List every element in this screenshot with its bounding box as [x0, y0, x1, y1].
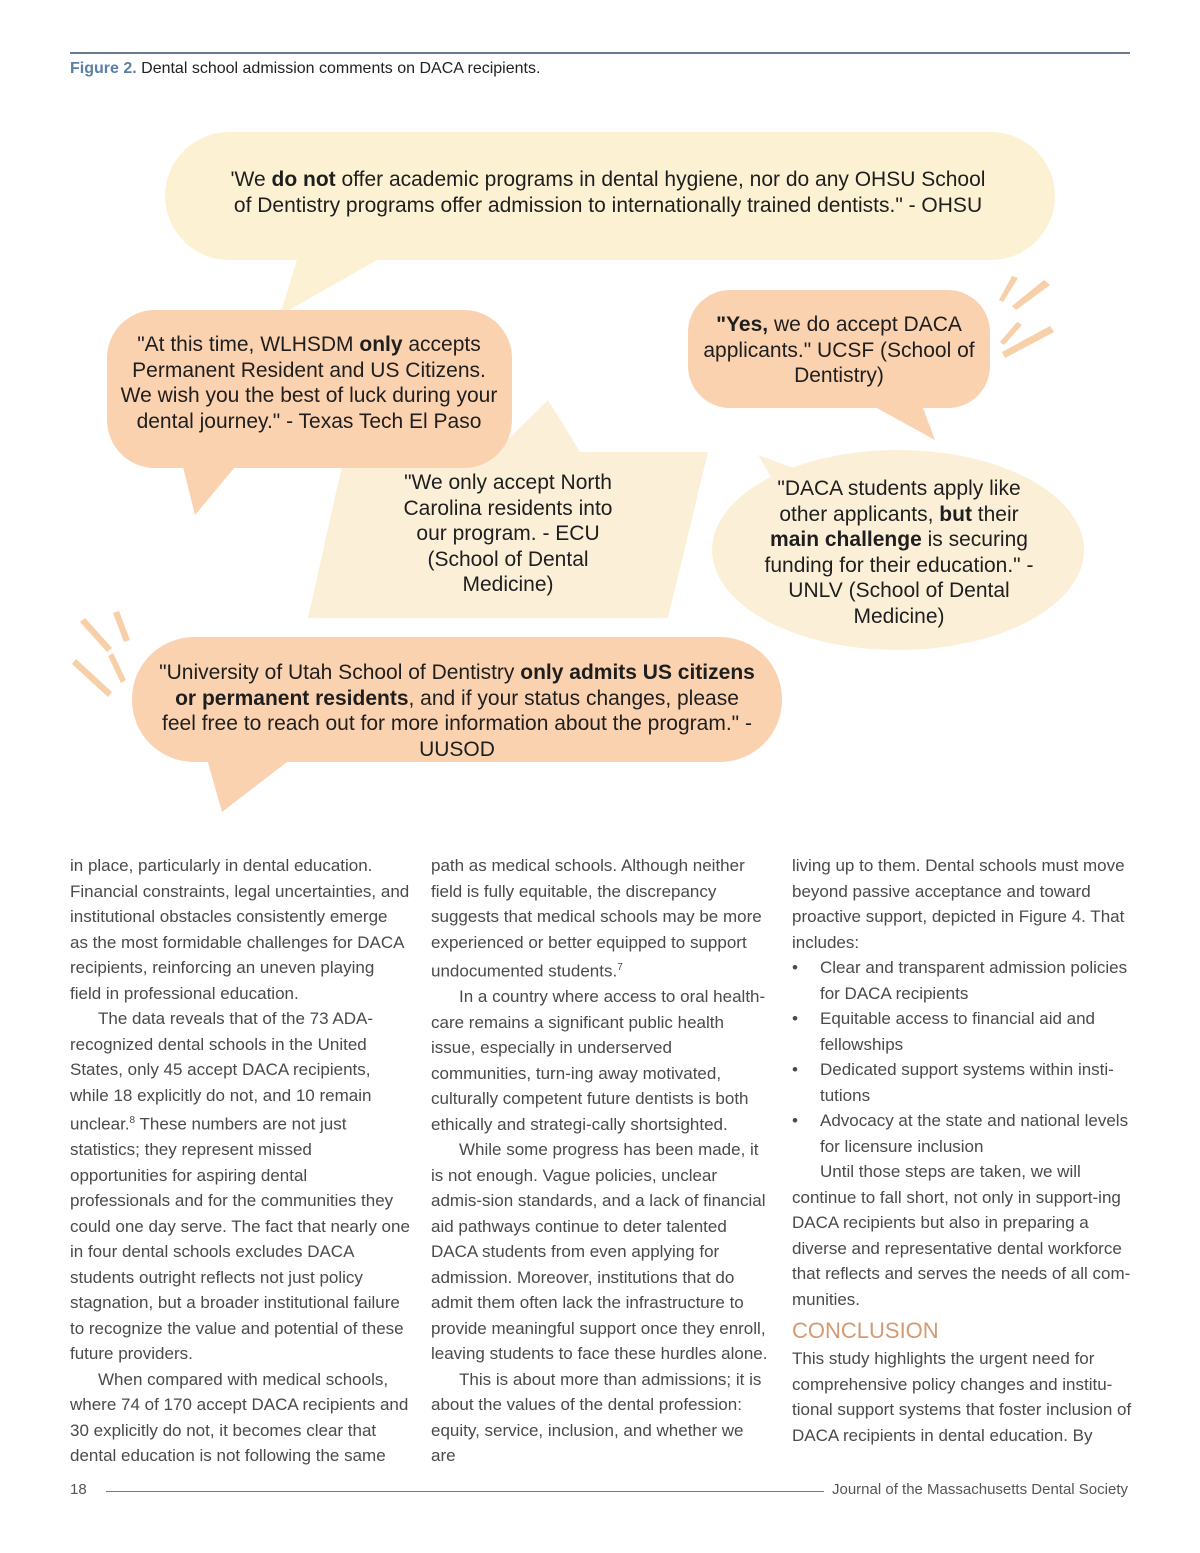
- bullet-icon: •: [792, 958, 798, 977]
- spark-marks-left: [72, 611, 130, 697]
- ecu-quote: [392, 470, 624, 598]
- spark-mark: [1012, 280, 1050, 310]
- spark-mark: [113, 611, 130, 642]
- body-column-3: [792, 853, 1132, 1448]
- list-item: [792, 1108, 1132, 1159]
- list-item-text: Advocacy at the state and national levels for licensure inclusion: [820, 1111, 1129, 1156]
- quote-text: "DACA students apply like other applicants,: [777, 477, 1021, 526]
- quote-text: "We only accept North Carolina residents into our program. - ECU (School of Dental Medicine): [403, 471, 613, 596]
- paragraph: This is about more than admissions; it is about the values of the dental profession: equity, service, inclusion, and whether we are: [431, 1369, 762, 1466]
- paragraph: [70, 1006, 410, 1367]
- quote-emphasis: only: [359, 333, 403, 356]
- utah-quote: [157, 660, 757, 762]
- ohsu-bubble: [165, 132, 1055, 315]
- reference-superscript: 8: [129, 1115, 136, 1126]
- bullet-icon: •: [792, 1111, 798, 1130]
- paragraph-text: These numbers are not just statistics; they represent missed opportunities for aspiring dental professionals and for the communities they could one day serve. The fact that nearly one in four dental schools excludes DACA students outright reflects not just policy stagnation, but a broader institutional failure to recognize the value and potential of these future providers.: [70, 1114, 410, 1364]
- paragraph: This study highlights the urgent need for comprehensive policy changes and institu-tional support systems that foster inclusion of DACA recipients in dental education. By: [792, 1349, 1132, 1445]
- list-item-text: Equitable access to financial aid and fellowships: [820, 1009, 1096, 1054]
- paragraph: in place, particularly in dental education. Financial constraints, legal uncertainties, and institutional obstacles consistently emerge as the most formidable challenges for DACA recipients, reinforcing an uneven playing field in professional education.: [70, 856, 410, 1003]
- journal-title: Journal of the Massachusetts Dental Society: [832, 1481, 1128, 1498]
- quote-text: 'We: [230, 168, 272, 191]
- quote-emphasis: only admits US citizens or permanent residents: [175, 661, 755, 710]
- spark-mark: [1000, 322, 1022, 345]
- quote-emphasis: main challenge: [770, 528, 922, 551]
- figure-label: Figure 2.: [70, 60, 137, 77]
- recommendation-list: [792, 955, 1132, 1159]
- bullet-icon: •: [792, 1009, 798, 1028]
- quote-emphasis: but: [939, 502, 972, 526]
- paragraph: living up to them. Dental schools must move beyond passive acceptance and toward proactive support, depicted in Figure 4. That includes:: [792, 856, 1125, 952]
- quote-text: is securing funding for their education." - UNLV (School of Dental Medicine): [764, 528, 1034, 628]
- spark-mark: [72, 659, 112, 697]
- quote-text: we do accept DACA applicants." UCSF (School of Dentistry): [703, 313, 975, 387]
- figure-caption-text: Dental school admission comments on DACA recipients.: [136, 60, 541, 77]
- spark-mark: [80, 618, 112, 652]
- reference-superscript: 7: [617, 962, 623, 973]
- page-number: 18: [70, 1481, 87, 1498]
- footer-rule: [106, 1491, 824, 1492]
- paragraph: When compared with medical schools, where 74 of 170 accept DACA recipients and 30 explicitly do not, it becomes clear that dental education is not following the same: [70, 1369, 409, 1466]
- paragraph-text: The data reveals that of the 73 ADA-recognized dental schools in the United States, only 45 accept DACA recipients, while 18 explicitly do not, and 10 remain unclear.: [70, 1009, 373, 1134]
- ttep-bubble-tail: [180, 455, 245, 515]
- quote-text: their: [971, 502, 1019, 526]
- quote-emphasis: "Yes,: [716, 313, 769, 336]
- spark-marks-right: [999, 276, 1054, 358]
- quote-text: offer academic programs in dental hygiene, nor do any OHSU School of Dentistry programs offer admission to internationally trained dentists." - OHSU: [233, 168, 986, 217]
- paragraph: Until those steps are taken, we will continue to fall short, not only in support-ing DACA recipients but also in preparing a diverse and representative dental workforce that reflects and serves the needs of all com-munities.: [792, 1162, 1131, 1309]
- quote-text: "At this time, WLHSDM: [137, 333, 360, 356]
- ttep-quote: [120, 332, 498, 434]
- conclusion-heading: CONCLUSION: [792, 1318, 939, 1343]
- spark-mark: [108, 653, 126, 683]
- ucsf-quote: [700, 312, 978, 389]
- quote-text: "University of Utah School of Dentistry: [159, 661, 521, 684]
- paragraph: [431, 853, 771, 984]
- body-column-1: [70, 853, 410, 1469]
- list-item-text: Clear and transparent admission policies for DACA recipients: [820, 958, 1128, 1003]
- ohsu-quote: [228, 167, 988, 218]
- quote-text: , and if your status changes, please feel free to reach out for more information about the program." - UUSOD: [162, 686, 752, 761]
- unlv-quote: [760, 476, 1038, 629]
- list-item: [792, 1006, 1132, 1057]
- paragraph-text: path as medical schools. Although neither field is fully equitable, the discrepancy suggests that medical schools may be more experienced or better equipped to support undocumented students.: [431, 856, 762, 981]
- paragraph: While some progress has been made, it is not enough. Vague policies, unclear admis-sion standards, and a lack of financial aid pathways continue to deter talented DACA students from even applying for admission. Moreover, institutions that do admit them often lack the infrastructure to provide meaningful support once they enroll, leaving students to face these hurdles alone.: [431, 1140, 768, 1364]
- ohsu-bubble-tail: [280, 250, 395, 315]
- body-column-2: [431, 853, 771, 1469]
- bullet-icon: •: [792, 1060, 798, 1079]
- list-item: [792, 1057, 1132, 1108]
- paragraph: In a country where access to oral health-care remains a significant public health issue, especially in underserved communities, turn-ing away motivated, culturally competent future dentists is both ethically and strategi-cally shortsighted.: [431, 987, 766, 1134]
- list-item: [792, 955, 1132, 1006]
- spark-mark: [999, 276, 1018, 302]
- list-item-text: Dedicated support systems within insti-tutions: [820, 1060, 1114, 1105]
- quote-emphasis: do not: [271, 168, 336, 191]
- quote-text: accepts Permanent Resident and US Citizens. We wish you the best of luck during your dental journey." - Texas Tech El Paso: [120, 333, 498, 433]
